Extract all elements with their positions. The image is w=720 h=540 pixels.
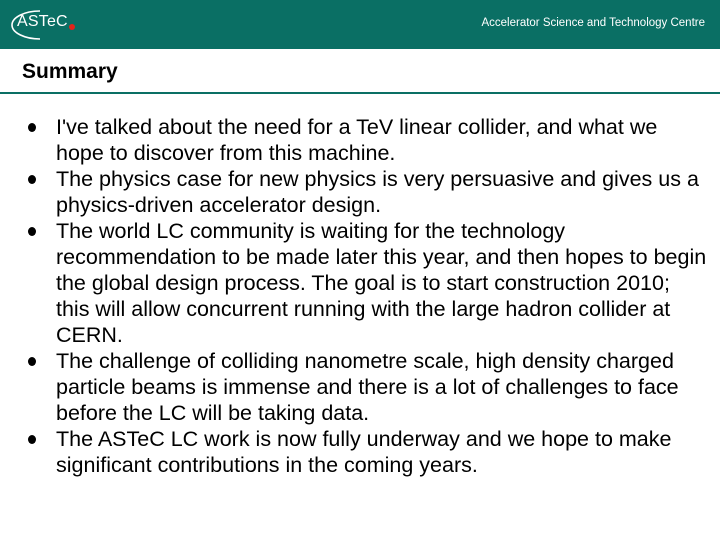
bullet-icon: [28, 435, 36, 444]
list-item: [28, 114, 708, 166]
list-item: [28, 348, 708, 426]
bullet-text: The challenge of colliding nanometre scale, high density charged particle beams is immense and there is a lot of challenges to face before the LC will be taking data.: [56, 349, 679, 425]
bullet-icon: [28, 227, 36, 236]
bullet-text: The world LC community is waiting for the technology recommendation to be made later this year, and then hopes to begin the global design process. The goal is to start construction 2010; this will allow concurrent running with the large hadron collider at CERN.: [56, 219, 707, 347]
list-item: [28, 166, 708, 218]
logo-text: ASTeC: [17, 13, 68, 30]
bullet-icon: [28, 357, 36, 366]
bullet-text: The physics case for new physics is very persuasive and gives us a physics-driven accelerator design.: [56, 167, 699, 217]
bullet-icon: [28, 175, 36, 184]
list-item: [28, 218, 708, 348]
logo-dot-icon: [69, 24, 75, 30]
page-title: Summary: [22, 60, 118, 83]
bullet-icon: [28, 123, 36, 132]
title-divider: [0, 92, 720, 94]
header-organization: Accelerator Science and Technology Centre: [481, 17, 705, 29]
header-bar: [0, 0, 720, 49]
bullet-text: I've talked about the need for a TeV linear collider, and what we hope to discover from this machine.: [56, 115, 658, 165]
bullet-list: [28, 114, 708, 478]
list-item: [28, 426, 708, 478]
bullet-text: The ASTeC LC work is now fully underway and we hope to make significant contributions in the coming years.: [56, 427, 672, 477]
